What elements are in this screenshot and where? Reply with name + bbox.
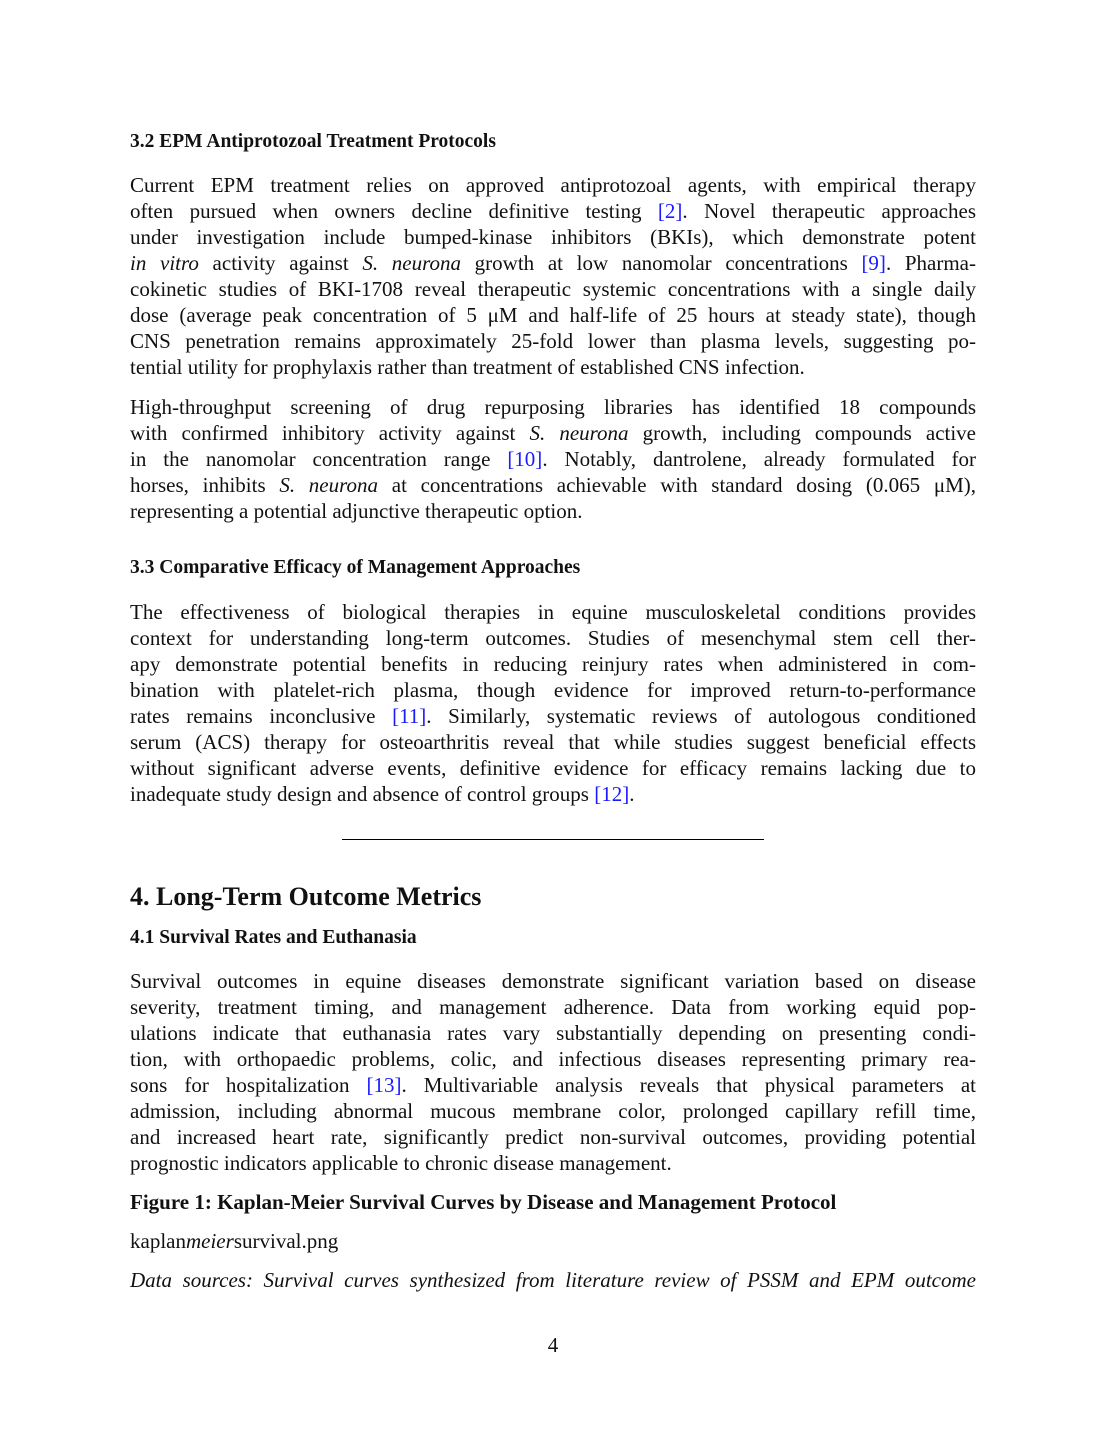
italic-term: in vitro xyxy=(130,251,199,275)
text-span: inadequate study design and absence of control groups xyxy=(130,782,595,806)
text-span: . Novel therapeutic approaches xyxy=(682,199,976,223)
text-line: The effectiveness of biological therapies in equine musculoskeletal conditions provides xyxy=(130,600,976,624)
italic-species: S. neurona xyxy=(279,473,379,497)
text-line xyxy=(130,472,976,498)
text-span: sons for hospitalization xyxy=(130,1073,367,1097)
text-line: dose (average peak concentration of 5 μM and half-life of 25 hours at steady state), though xyxy=(130,303,976,327)
text-line: admission, including abnormal mucous membrane color, prolonged capillary refill time, xyxy=(130,1099,976,1123)
text-line: context for understanding long-term outcomes. Studies of mesenchymal stem cell ther- xyxy=(130,626,976,650)
text-line xyxy=(130,198,976,224)
text-line: High-throughput screening of drug repurposing libraries has identified 18 compounds xyxy=(130,395,976,419)
text-span: at concentrations achievable with standard dosing (0.065 μM), xyxy=(378,473,977,497)
section-3-2-heading: 3.2 EPM Antiprotozoal Treatment Protocols xyxy=(130,131,496,152)
text-span: with confirmed inhibitory activity against xyxy=(130,421,530,445)
text-line xyxy=(130,446,976,472)
italic-span: meier xyxy=(185,1229,234,1253)
citation-link-10[interactable]: [10] xyxy=(507,447,543,471)
text-span: . Similarly, systematic reviews of autologous conditioned xyxy=(426,704,976,728)
page-number: 4 xyxy=(547,1333,559,1357)
italic-species: S. neurona xyxy=(362,251,462,275)
citation-link-12[interactable]: [12] xyxy=(594,782,630,806)
text-line: representing a potential adjunctive therapeutic option. xyxy=(130,499,583,523)
text-line: bination with platelet-rich plasma, though evidence for improved return-to-performance xyxy=(130,678,976,702)
citation-link-13[interactable]: [13] xyxy=(366,1073,402,1097)
text-span: . Notably, dantrolene, already formulated for xyxy=(542,447,976,471)
text-span: rates remains inconclusive xyxy=(130,704,393,728)
section-4-1-paragraph-1 xyxy=(130,968,976,1176)
text-line: tential utility for prophylaxis rather than treatment of established CNS infection. xyxy=(130,355,805,379)
figure-1-data-sources: Data sources: Survival curves synthesized from literature review of PSSM and EPM outcome xyxy=(130,1268,976,1292)
text-line: tion, with orthopaedic problems, colic, and infectious diseases representing primary rea- xyxy=(130,1047,976,1071)
text-span: . Multivariable analysis reveals that physical parameters at xyxy=(401,1073,976,1097)
text-span: . xyxy=(629,782,635,806)
text-line: cokinetic studies of BKI-1708 reveal therapeutic systemic concentrations with a single daily xyxy=(130,277,976,301)
section-3-2-paragraph-1 xyxy=(130,172,976,380)
text-span: in the nanomolar concentration range xyxy=(130,447,508,471)
section-3-2-paragraph-2 xyxy=(130,394,976,524)
text-line xyxy=(130,420,976,446)
section-divider xyxy=(342,839,764,840)
text-line: under investigation include bumped-kinase inhibitors (BKIs), which demonstrate potent xyxy=(130,225,976,249)
citation-link-9[interactable]: [9] xyxy=(861,251,886,275)
text-line: apy demonstrate potential benefits in reducing reinjury rates when administered in com- xyxy=(130,652,976,676)
text-line: Current EPM treatment relies on approved antiprotozoal agents, with empirical therapy xyxy=(130,173,976,197)
section-3-3-heading: 3.3 Comparative Efficacy of Management Approaches xyxy=(130,557,581,578)
text-span: kaplan xyxy=(130,1229,186,1253)
text-span: often pursued when owners decline definitive testing xyxy=(130,199,658,223)
text-line: CNS penetration remains approximately 25-fold lower than plasma levels, suggesting po- xyxy=(130,329,976,353)
citation-link-2[interactable]: [2] xyxy=(657,199,683,223)
section-4-1-heading: 4.1 Survival Rates and Euthanasia xyxy=(130,927,417,948)
text-line xyxy=(130,250,976,276)
figure-1-title: Figure 1: Kaplan-Meier Survival Curves by Disease and Management Protocol xyxy=(130,1190,837,1214)
text-line: prognostic indicators applicable to chronic disease management. xyxy=(130,1151,672,1175)
text-line: serum (ACS) therapy for osteoarthritis reveal that while studies suggest beneficial effects xyxy=(130,730,976,754)
text-line: and increased heart rate, significantly predict non-survival outcomes, providing potential xyxy=(130,1125,976,1149)
text-span: growth, including compounds active xyxy=(628,421,976,445)
text-span: activity against xyxy=(198,251,363,275)
text-span: survival.png xyxy=(233,1229,339,1253)
figure-1-filename xyxy=(130,1229,338,1254)
text-span: growth at low nanomolar concentrations xyxy=(461,251,862,275)
text-span: horses, inhibits xyxy=(130,473,280,497)
text-line xyxy=(130,1072,976,1098)
citation-link-11[interactable]: [11] xyxy=(392,704,427,728)
section-3-3-paragraph-1 xyxy=(130,599,976,807)
text-line: Survival outcomes in equine diseases demonstrate significant variation based on disease xyxy=(130,969,976,993)
text-line: severity, treatment timing, and management adherence. Data from working equid pop- xyxy=(130,995,976,1019)
text-line xyxy=(130,781,976,807)
text-span: . Pharma- xyxy=(885,251,976,275)
italic-species: S. neurona xyxy=(529,421,629,445)
text-line xyxy=(130,703,976,729)
text-line: without significant adverse events, definitive evidence for efficacy remains lacking due to xyxy=(130,756,976,780)
text-line: ulations indicate that euthanasia rates vary substantially depending on presenting condi- xyxy=(130,1021,976,1045)
section-4-heading: 4. Long-Term Outcome Metrics xyxy=(130,882,482,911)
